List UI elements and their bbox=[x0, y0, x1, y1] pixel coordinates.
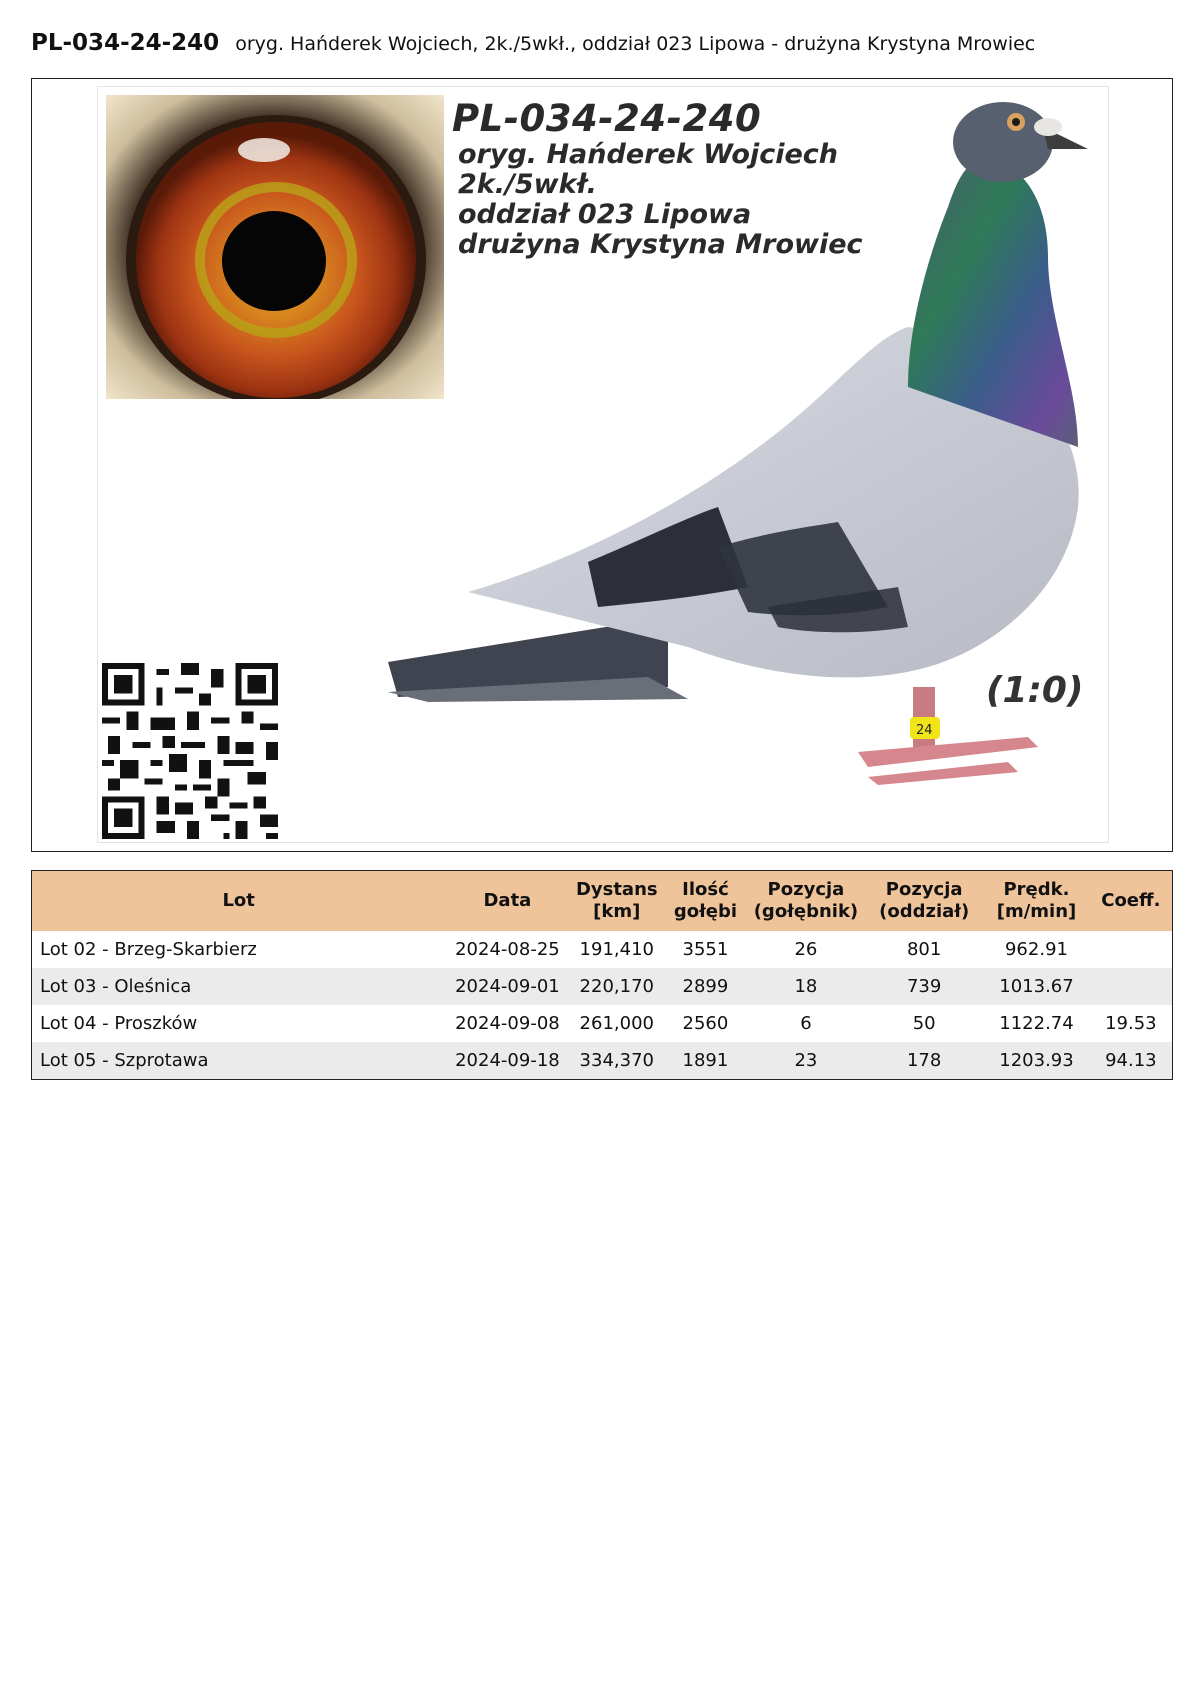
cell-data: 2024-09-08 bbox=[455, 1013, 560, 1034]
pigeon-photo bbox=[97, 86, 1109, 843]
table-row bbox=[32, 1005, 1173, 1042]
col-data: Data bbox=[445, 871, 569, 932]
photo-line-breeder: oryg. Hańderek Wojciech bbox=[458, 139, 839, 170]
cell-coeff bbox=[1090, 931, 1173, 968]
table-row bbox=[32, 931, 1173, 968]
pigeon-description: oryg. Hańderek Wojciech, 2k./5wkł., oddział 023 Lipowa - drużyna Krystyna Mrowiec bbox=[235, 33, 1036, 55]
cell-dystans: 191,410 bbox=[579, 939, 654, 960]
cell-ilosc: 3551 bbox=[682, 939, 729, 960]
cell-dystans: 261,000 bbox=[579, 1013, 654, 1034]
pigeon-sex-label: (1:0) bbox=[986, 670, 1084, 711]
col-pozycja-golebnik: Pozycja (gołębnik) bbox=[747, 871, 865, 932]
photo-line-origin: 2k./5wkł. bbox=[458, 169, 597, 200]
col-pozycja-oddzial: Pozycja (oddział) bbox=[865, 871, 983, 932]
ring-number: PL-034-24-240 bbox=[31, 30, 220, 56]
qr-code bbox=[102, 663, 278, 839]
pigeon-image bbox=[388, 87, 1108, 843]
cell-ilosc: 2899 bbox=[664, 968, 747, 1005]
table-row bbox=[32, 968, 1173, 1005]
col-ilosc: Ilość gołębi bbox=[664, 871, 747, 932]
cell-pozycja-oddzial: 801 bbox=[906, 939, 942, 960]
col-coeff: Coeff. bbox=[1090, 871, 1173, 932]
table-header-row bbox=[32, 871, 1173, 932]
cell-ilosc: 2560 bbox=[682, 1013, 729, 1034]
cell-coeff bbox=[1090, 968, 1173, 1005]
cell-lot: Lot 03 - Oleśnica bbox=[32, 968, 446, 1005]
leg-ring-label: 24 bbox=[916, 723, 933, 738]
photo-line-team: drużyna Krystyna Mrowiec bbox=[458, 229, 863, 260]
cell-ilosc: 1891 bbox=[664, 1042, 747, 1080]
page-header bbox=[31, 30, 1035, 56]
cell-pozycja-golebnik: 6 bbox=[800, 1013, 812, 1034]
race-results-table bbox=[31, 870, 1173, 1080]
pigeon-photo-frame bbox=[31, 78, 1173, 852]
cell-pozycja-golebnik: 26 bbox=[794, 939, 818, 960]
cell-pozycja-oddzial: 739 bbox=[865, 968, 983, 1005]
table-row bbox=[32, 1042, 1173, 1080]
cell-data: 2024-09-01 bbox=[445, 968, 569, 1005]
cell-data: 2024-08-25 bbox=[455, 939, 560, 960]
cell-coeff: 94.13 bbox=[1090, 1042, 1173, 1080]
cell-lot: Lot 05 - Szprotawa bbox=[32, 1042, 446, 1080]
photo-ring-number: PL-034-24-240 bbox=[452, 97, 762, 140]
cell-lot: Lot 04 - Proszków bbox=[40, 1013, 198, 1034]
cell-lot: Lot 02 - Brzeg-Skarbierz bbox=[40, 939, 257, 960]
col-lot: Lot bbox=[32, 871, 446, 932]
cell-dystans: 334,370 bbox=[569, 1042, 664, 1080]
cell-predkosc: 1013.67 bbox=[983, 968, 1089, 1005]
col-dystans: Dystans [km] bbox=[569, 871, 664, 932]
cell-pozycja-golebnik: 23 bbox=[747, 1042, 865, 1080]
col-predkosc: Prędk. [m/min] bbox=[983, 871, 1089, 932]
cell-pozycja-oddzial: 50 bbox=[912, 1013, 936, 1034]
cell-predkosc: 1203.93 bbox=[983, 1042, 1089, 1080]
cell-predkosc: 962.91 bbox=[1004, 939, 1068, 960]
cell-pozycja-oddzial: 178 bbox=[865, 1042, 983, 1080]
cell-pozycja-golebnik: 18 bbox=[747, 968, 865, 1005]
photo-line-branch: oddział 023 Lipowa bbox=[458, 199, 752, 230]
cell-predkosc: 1122.74 bbox=[999, 1013, 1074, 1034]
cell-dystans: 220,170 bbox=[569, 968, 664, 1005]
cell-data: 2024-09-18 bbox=[445, 1042, 569, 1080]
cell-coeff: 19.53 bbox=[1105, 1013, 1157, 1034]
